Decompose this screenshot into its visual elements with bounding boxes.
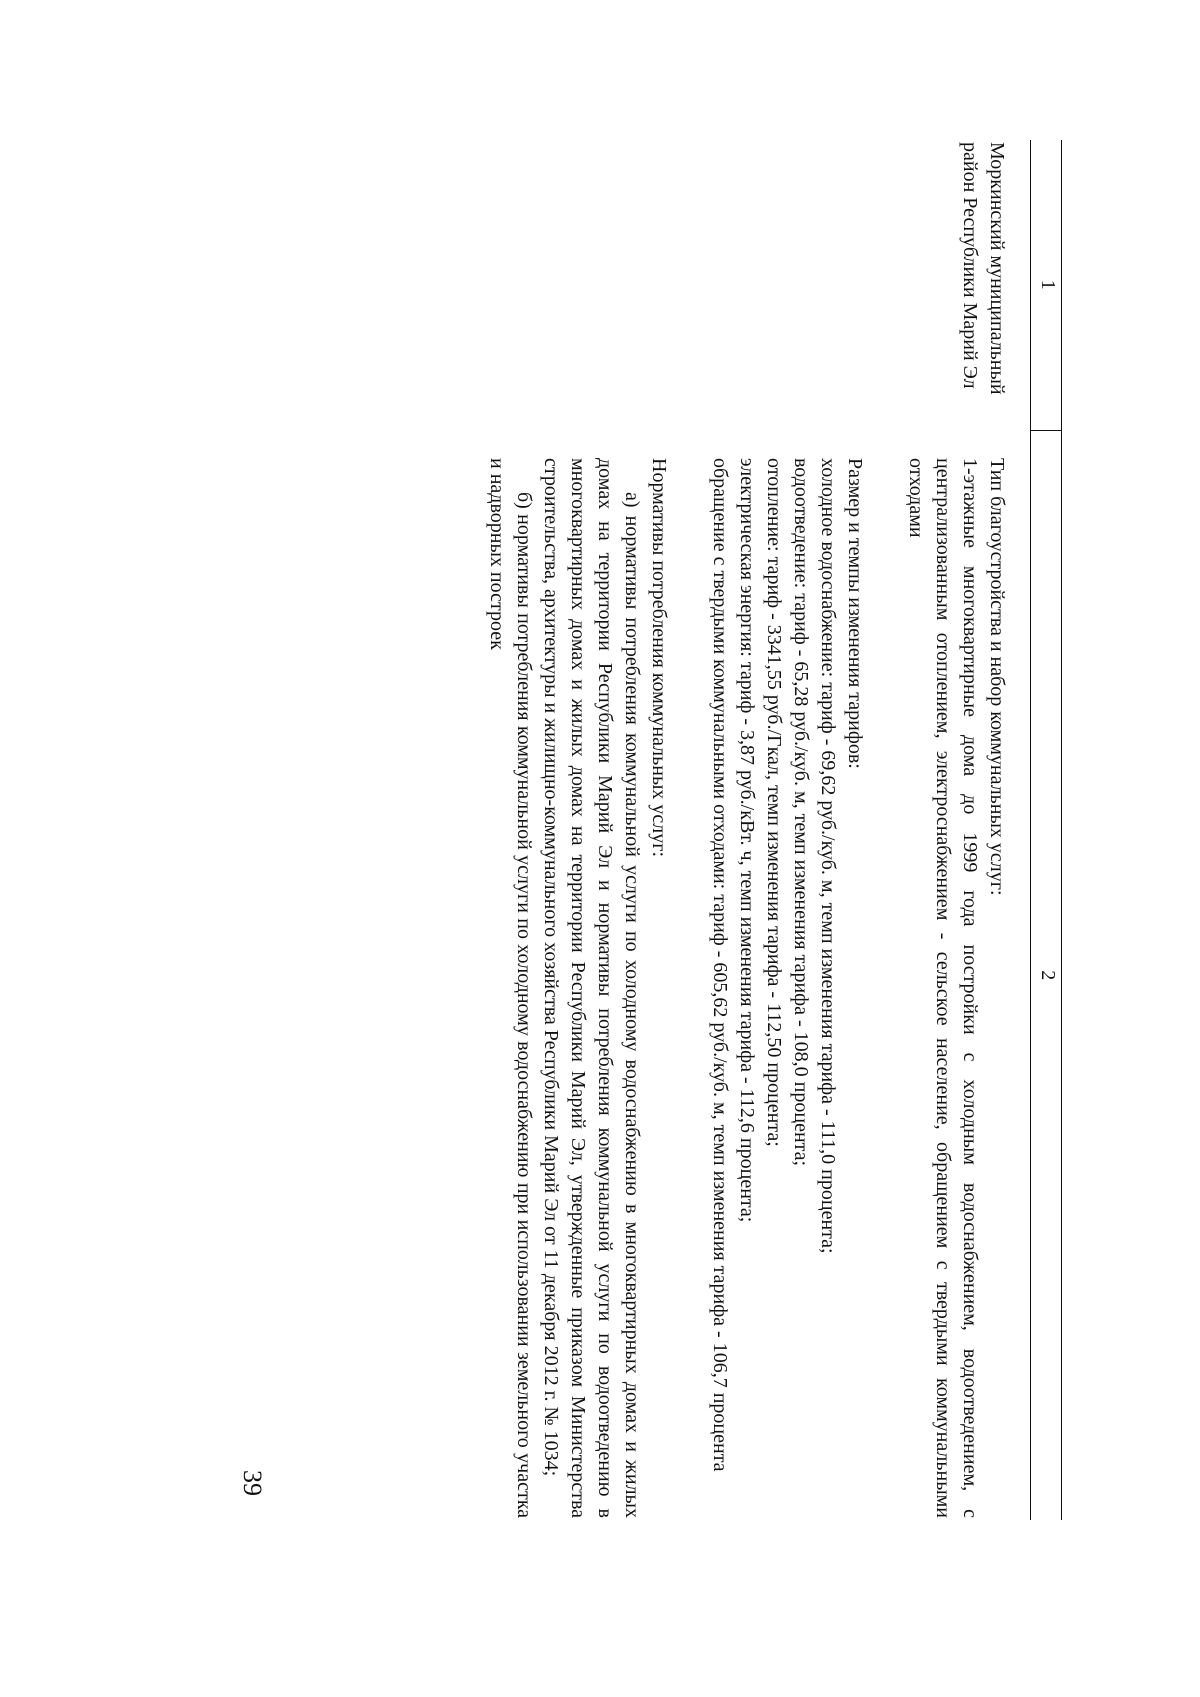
improvement-block bbox=[902, 458, 1010, 1518]
table-row bbox=[449, 140, 1031, 1520]
tariff-item-heating: отопление: тариф - 3341,55 руб./Гкал, темп изменения тарифа - 112,50 процента; bbox=[763, 458, 785, 1147]
norms-block bbox=[483, 458, 672, 1518]
tariff-item-electricity: электрическая энергия: тариф - 3,87 руб./кВт. ч, темп изменения тарифа - 112,6 процента; bbox=[736, 458, 758, 1223]
norms-item-a: а) нормативы потребления коммунальной услуги по холодному водоснабжению в многоквартирных домах и жилых домах на территории Республики Марий Эл и нормативы потребления коммунальной услуги по водоотведению в многоквартирных домах и жилых домах на территории Республики Марий Эл, утвержденные приказом Министерства строительства, архитектуры и жилищно-коммунального хозяйства Республики Марий Эл от 11 декабря 2012 г. № 1034; bbox=[540, 458, 643, 1518]
page-number: 39 bbox=[238, 1470, 267, 1496]
norms-title: Нормативы потребления коммунальных услуг: bbox=[648, 458, 670, 858]
improvement-text: 1-этажные многоквартирные дома до 1999 года постройки с холодным водоснабжением, водоотведением, с централизованным отоплением, электроснабжением - сельское население, обращением с твердыми коммунальными отходами bbox=[905, 458, 981, 1518]
tariffs-block bbox=[706, 458, 868, 1518]
column-header-1: 1 bbox=[1031, 140, 1062, 430]
tariff-table bbox=[449, 140, 1062, 1520]
norms-item-b: б) нормативы потребления коммунальной услуги по холодному водоснабжению при использовании земельного участка и надворных построек bbox=[486, 458, 535, 1518]
district-name: Моркинский муниципальный район Республики Марий Эл bbox=[959, 142, 1008, 395]
tariffs-title: Размер и темпы изменения тарифов: bbox=[844, 458, 866, 769]
column-header-2: 2 bbox=[1031, 430, 1062, 1520]
table-header-row bbox=[1031, 140, 1062, 1520]
description-cell bbox=[449, 430, 1031, 1520]
tariff-item-drainage: водоотведение: тариф - 65,28 руб./куб. м, темп изменения тарифа - 108,0 процента; bbox=[790, 458, 812, 1167]
tariff-item-waste: обращение с твердыми коммунальными отходами: тариф - 605,62 руб./куб. м, темп изменения тарифа - 106,7 процента bbox=[709, 458, 731, 1472]
improvement-title: Тип благоустройства и набор коммунальных услуг: bbox=[986, 458, 1008, 896]
rotated-page bbox=[222, 140, 1062, 1540]
tariff-item-cold-water: холодное водоснабжение: тариф - 69,62 руб./куб. м, темп изменения тарифа - 111,0 процента; bbox=[817, 458, 839, 1254]
